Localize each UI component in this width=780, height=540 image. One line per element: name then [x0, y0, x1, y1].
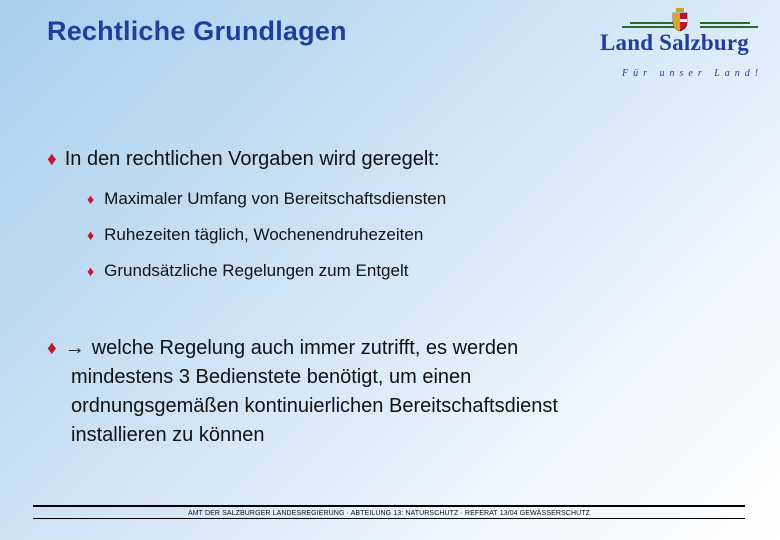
sub-bullet-list — [87, 189, 446, 297]
bullet-main-1-text: In den rechtlichen Vorgaben wird geregelt: — [64, 148, 440, 170]
land-salzburg-logo — [596, 6, 766, 84]
bullet-main-2-line-2: mindestens 3 Bedienstete benötigt, um einen — [71, 366, 472, 388]
logo-text: Land Salzburg — [600, 30, 749, 55]
footer-text: AMT DER SALZBURGER LANDESREGIERUNG · ABTEILUNG 13: NATURSCHUTZ · REFERAT 13/04 GEWÄSSERSCHUTZ — [187, 509, 591, 517]
sub-bullet-3-text: Grundsätzliche Regelungen zum Entgelt — [104, 261, 409, 280]
bullet-main-1 — [47, 148, 439, 171]
bullet-main-2 — [47, 334, 687, 450]
bullet-main-2-line-4: installieren zu können — [71, 424, 265, 446]
diamond-bullet-icon: ♦ — [87, 191, 95, 207]
sub-bullet-2 — [87, 225, 446, 261]
diamond-bullet-icon: ♦ — [47, 149, 57, 170]
footer — [33, 505, 745, 519]
coat-of-arms-icon — [670, 8, 690, 32]
footer-divider — [33, 518, 745, 519]
bullet-main-2-line-3: ordnungsgemäßen kontinuierlichen Bereitschaftsdienst — [71, 395, 558, 417]
slide-title: Rechtliche Grundlagen — [47, 16, 347, 46]
right-arrow-icon: → — [64, 337, 85, 359]
sub-bullet-1 — [87, 189, 446, 225]
diamond-bullet-icon: ♦ — [87, 227, 95, 243]
sub-bullet-3 — [87, 261, 446, 297]
sub-bullet-2-text: Ruhezeiten täglich, Wochenendruhezeiten — [104, 225, 424, 244]
diamond-bullet-icon: ♦ — [87, 263, 95, 279]
bullet-main-2-line-1: welche Regelung auch immer zutrifft, es werden — [91, 337, 519, 359]
sub-bullet-1-text: Maximaler Umfang von Bereitschaftsdiensten — [104, 189, 447, 208]
logo-tagline: Für unser Land! — [622, 68, 764, 79]
footer-divider — [33, 505, 745, 507]
diamond-bullet-icon: ♦ — [47, 338, 57, 359]
